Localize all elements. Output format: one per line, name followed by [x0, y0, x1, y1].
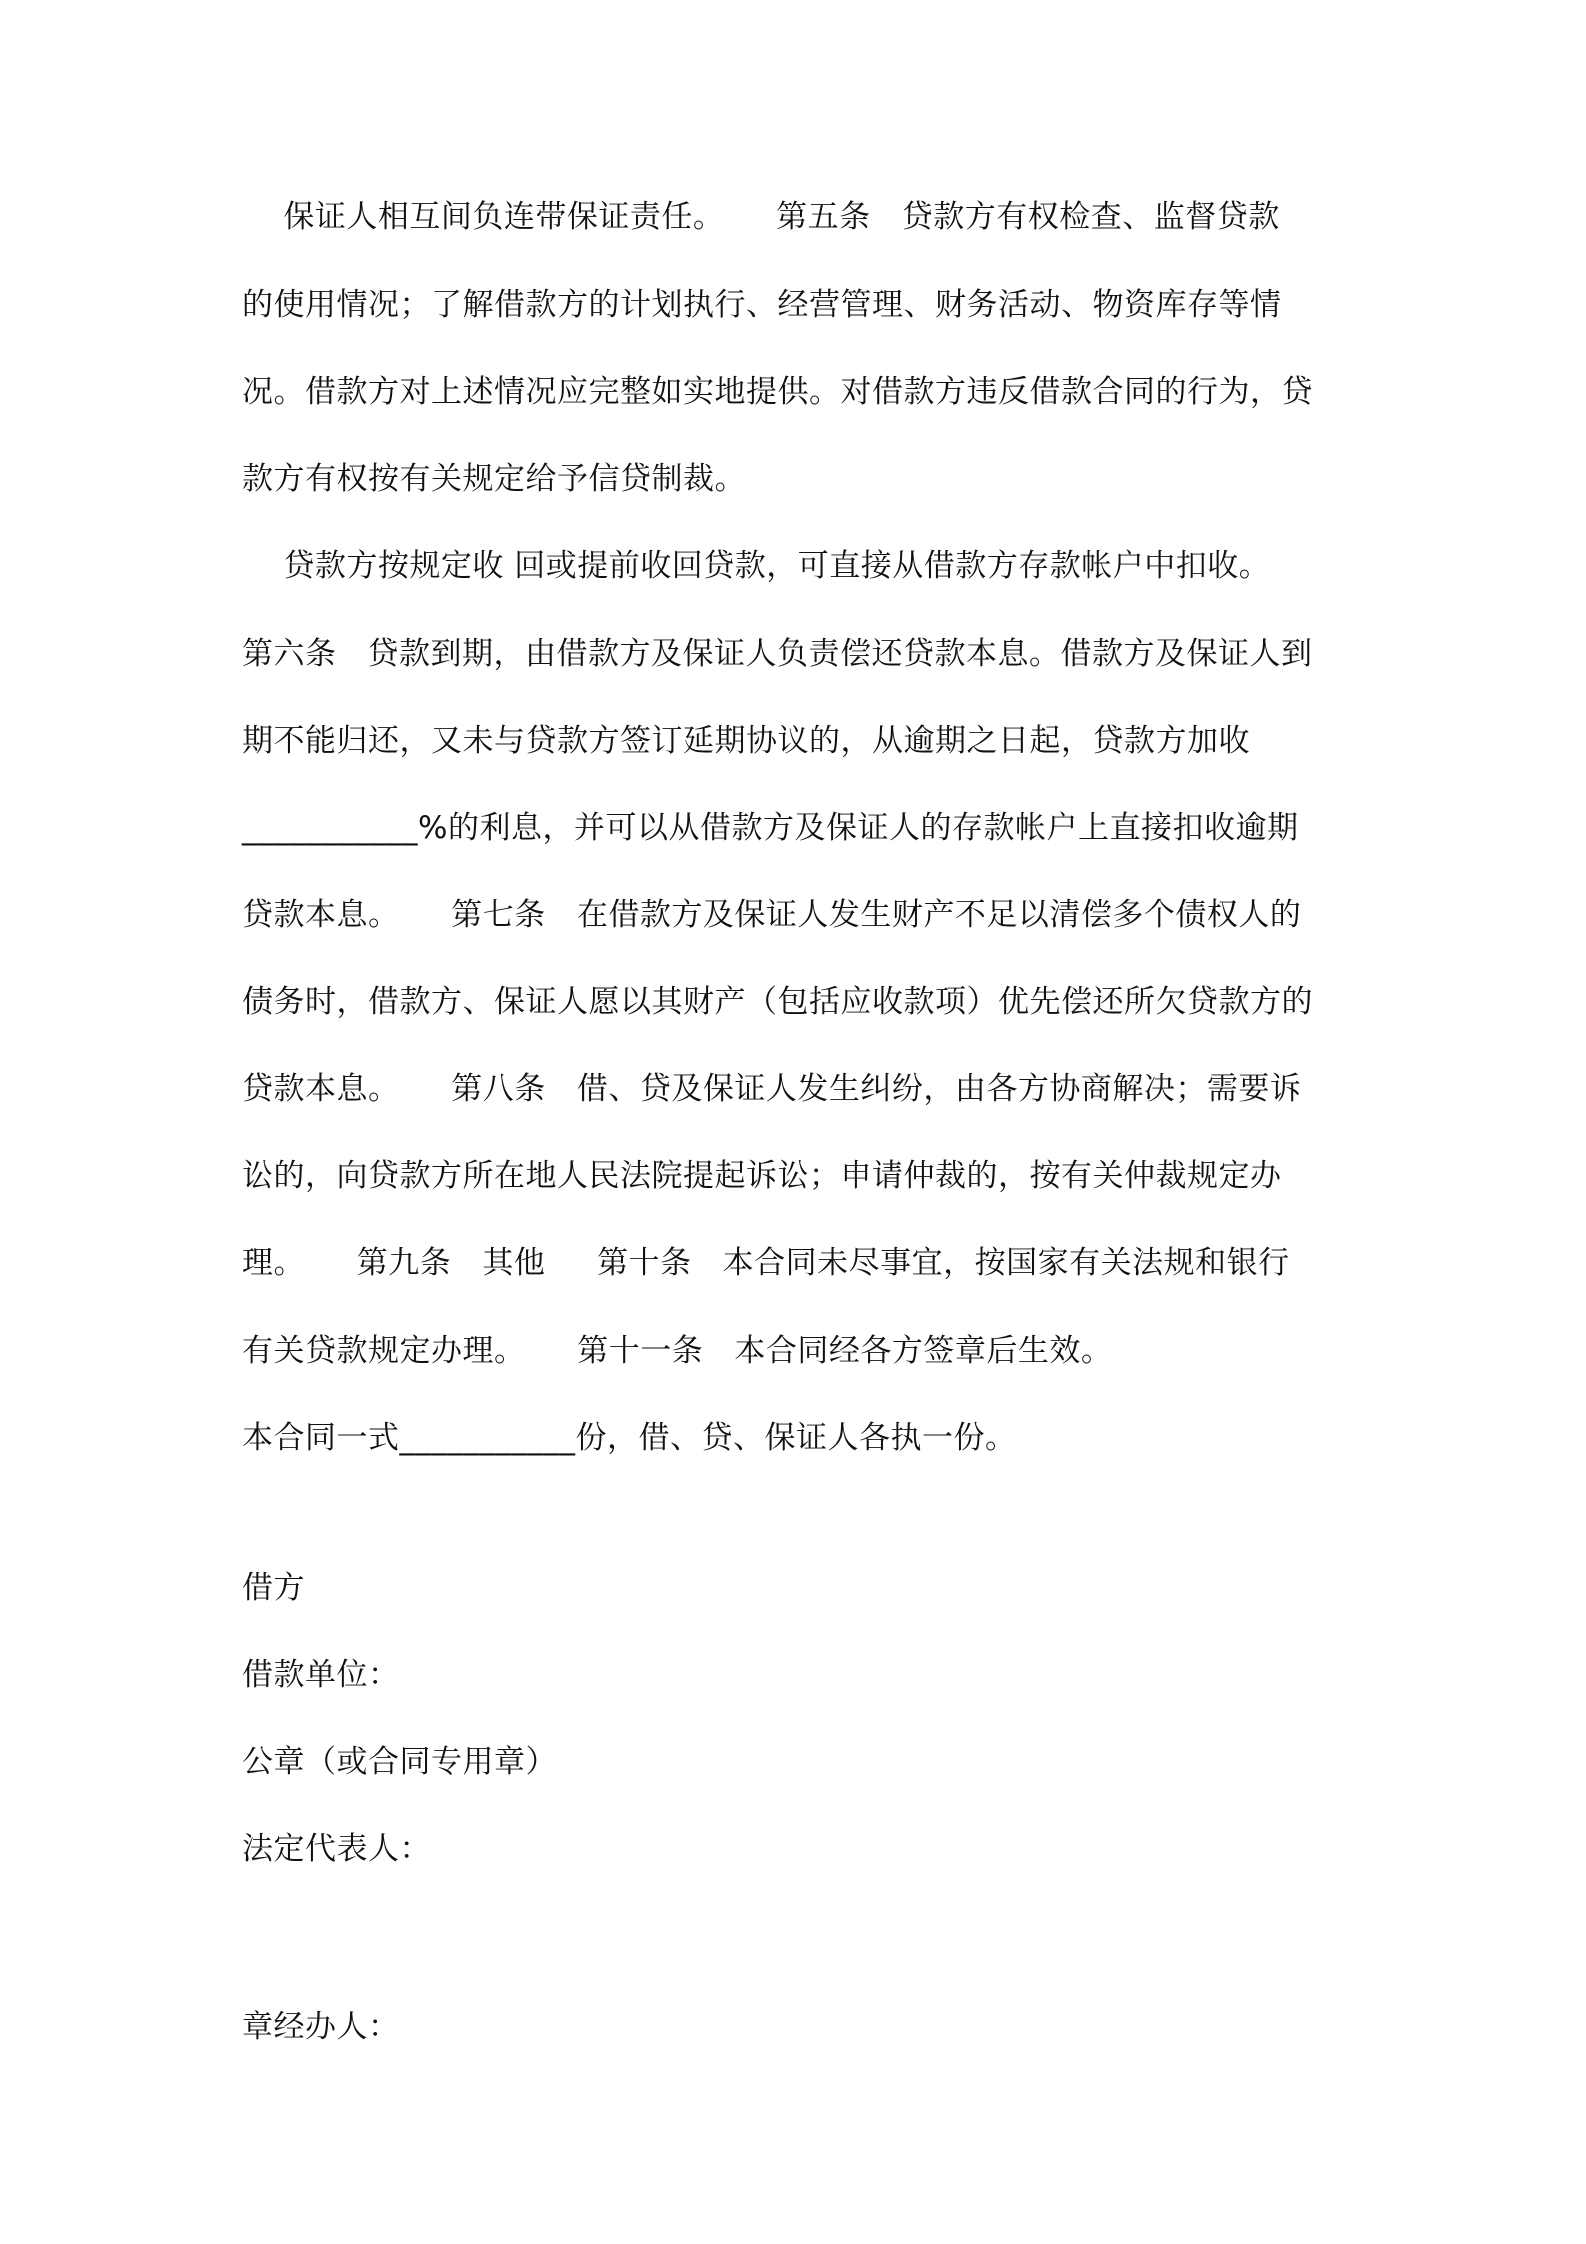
- text-line: 期不能归还，又未与贷款方签订延期协议的，从逾期之日起，贷款方加收: [242, 723, 1250, 759]
- text-line: 有关贷款规定办理。 第十一条 本合同经各方签章后生效。: [242, 1333, 1113, 1369]
- signature-field-label: 借款单位：: [242, 1657, 400, 1693]
- text-line: ___________%的利息，并可以从借款方及保证人的存款帐户上直接扣收逾期: [242, 810, 1299, 846]
- text-line: 款方有权按有关规定给予信贷制裁。: [242, 461, 746, 497]
- signature-party-label: 借方: [242, 1570, 305, 1606]
- signature-field-label: 章经办人：: [242, 2009, 400, 2045]
- text-line: 况。借款方对上述情况应完整如实地提供。对借款方违反借款合同的行为，贷: [242, 374, 1313, 410]
- text-line: 贷款方按规定收 回或提前收回贷款，可直接从借款方存款帐户中扣收。: [242, 548, 1271, 584]
- text-line: 讼的，向贷款方所在地人民法院提起诉讼；申请仲裁的，按有关仲裁规定办: [242, 1158, 1282, 1194]
- text-line: 第六条 贷款到期，由借款方及保证人负责偿还贷款本息。借款方及保证人到: [242, 636, 1313, 672]
- text-line: 贷款本息。 第八条 借、贷及保证人发生纠纷，由各方协商解决；需要诉: [242, 1071, 1302, 1107]
- text-line: 保证人相互间负连带保证责任。 第五条 贷款方有权检查、监督贷款: [242, 199, 1280, 235]
- text-line: 债务时，借款方、保证人愿以其财产（包括应收款项）优先偿还所欠贷款方的: [242, 984, 1313, 1020]
- signature-field-label: 法定代表人：: [242, 1831, 431, 1867]
- text-line: 的使用情况；了解借款方的计划执行、经营管理、财务活动、物资库存等情: [242, 287, 1282, 323]
- signature-field-label: 公章（或合同专用章）: [242, 1744, 557, 1780]
- text-line: 理。 第九条 其他 第十条 本合同未尽事宜，按国家有关法规和银行: [242, 1245, 1290, 1281]
- text-line: 本合同一式___________份，借、贷、保证人各执一份。: [242, 1420, 1017, 1456]
- text-line: 贷款本息。 第七条 在借款方及保证人发生财产不足以清偿多个债权人的: [242, 897, 1302, 933]
